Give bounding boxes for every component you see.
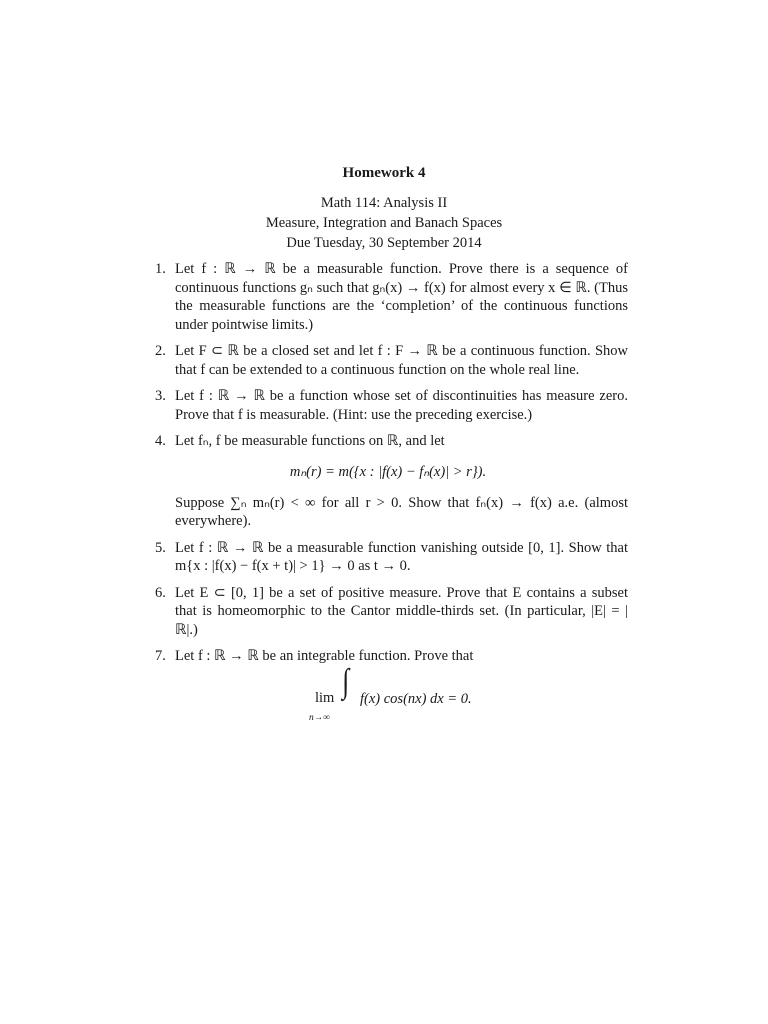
document-header: [0, 163, 768, 253]
problem-number: 5.: [155, 539, 166, 556]
display-equation: mₙ(r) = m({x : |f(x) − fₙ(x)| > r}).: [289, 463, 487, 480]
limit-operator: lim: [315, 689, 335, 706]
problem-7: [148, 647, 628, 722]
problem-number: 3.: [155, 388, 166, 404]
problem-6: [148, 584, 628, 640]
problem-text: Let f : ℝ → ℝ be a measurable function. Prove there is a sequence of continuous functions gₙ such that gₙ(x) → f(x) for almost every x ∈ ℝ. (Thus the measurable functions are the ‘completion’ of the continuous functions under pointwise limits.): [175, 261, 628, 333]
problem-3: [148, 387, 628, 424]
course-subtitle: Measure, Integration and Banach Spaces: [265, 215, 503, 231]
problem-1: [148, 260, 628, 334]
problem-number: 7.: [155, 648, 166, 664]
problem-text-continued: Suppose ∑ₙ mₙ(r) < ∞ for all r > 0. Show that fₙ(x) → f(x) a.e. (almost everywhere).: [175, 494, 628, 529]
integrand: f(x) cos(nx) dx = 0.: [360, 690, 472, 707]
problem-list: [148, 260, 628, 722]
problem-text: Let F ⊂ ℝ be a closed set and let f : F → ℝ be a continuous function. Show that f can be extended to a continuous function on the whole real line.: [175, 343, 628, 378]
display-equation-limit: [175, 662, 628, 723]
problem-2: [148, 342, 628, 379]
problem-5: [148, 539, 628, 576]
due-date: Due Tuesday, 30 September 2014: [286, 235, 482, 251]
problem-text: Let f : ℝ → ℝ be an integrable function. Prove that: [175, 648, 474, 664]
problem-text: Let f : ℝ → ℝ be a function whose set of discontinuities has measure zero. Prove that f is measurable. (Hint: use the preceding exercise.): [175, 388, 628, 423]
problem-number: 2.: [155, 343, 166, 359]
problem-text: Let E ⊂ [0, 1] be a set of positive measure. Prove that E contains a subset that is homeomorphic to the Cantor middle-thirds set. (In particular, |E| = |ℝ|.): [175, 584, 628, 638]
problem-4: [148, 432, 628, 531]
problem-number: 4.: [155, 433, 166, 449]
limit-subscript: n→∞: [309, 712, 331, 723]
integral-symbol: ∫: [342, 662, 350, 700]
course-name: Math 114: Analysis II: [320, 195, 448, 211]
problem-text: Let f : ℝ → ℝ be a measurable function vanishing outside [0, 1]. Show that m{x : |f(x) − f(x + t)| > 1} → 0 as t → 0.: [175, 539, 628, 574]
problem-number: 6.: [155, 584, 166, 601]
document-title: Homework 4: [342, 165, 426, 181]
problem-text: Let fₙ, f be measurable functions on ℝ, and let: [175, 433, 445, 449]
problem-number: 1.: [155, 261, 166, 277]
